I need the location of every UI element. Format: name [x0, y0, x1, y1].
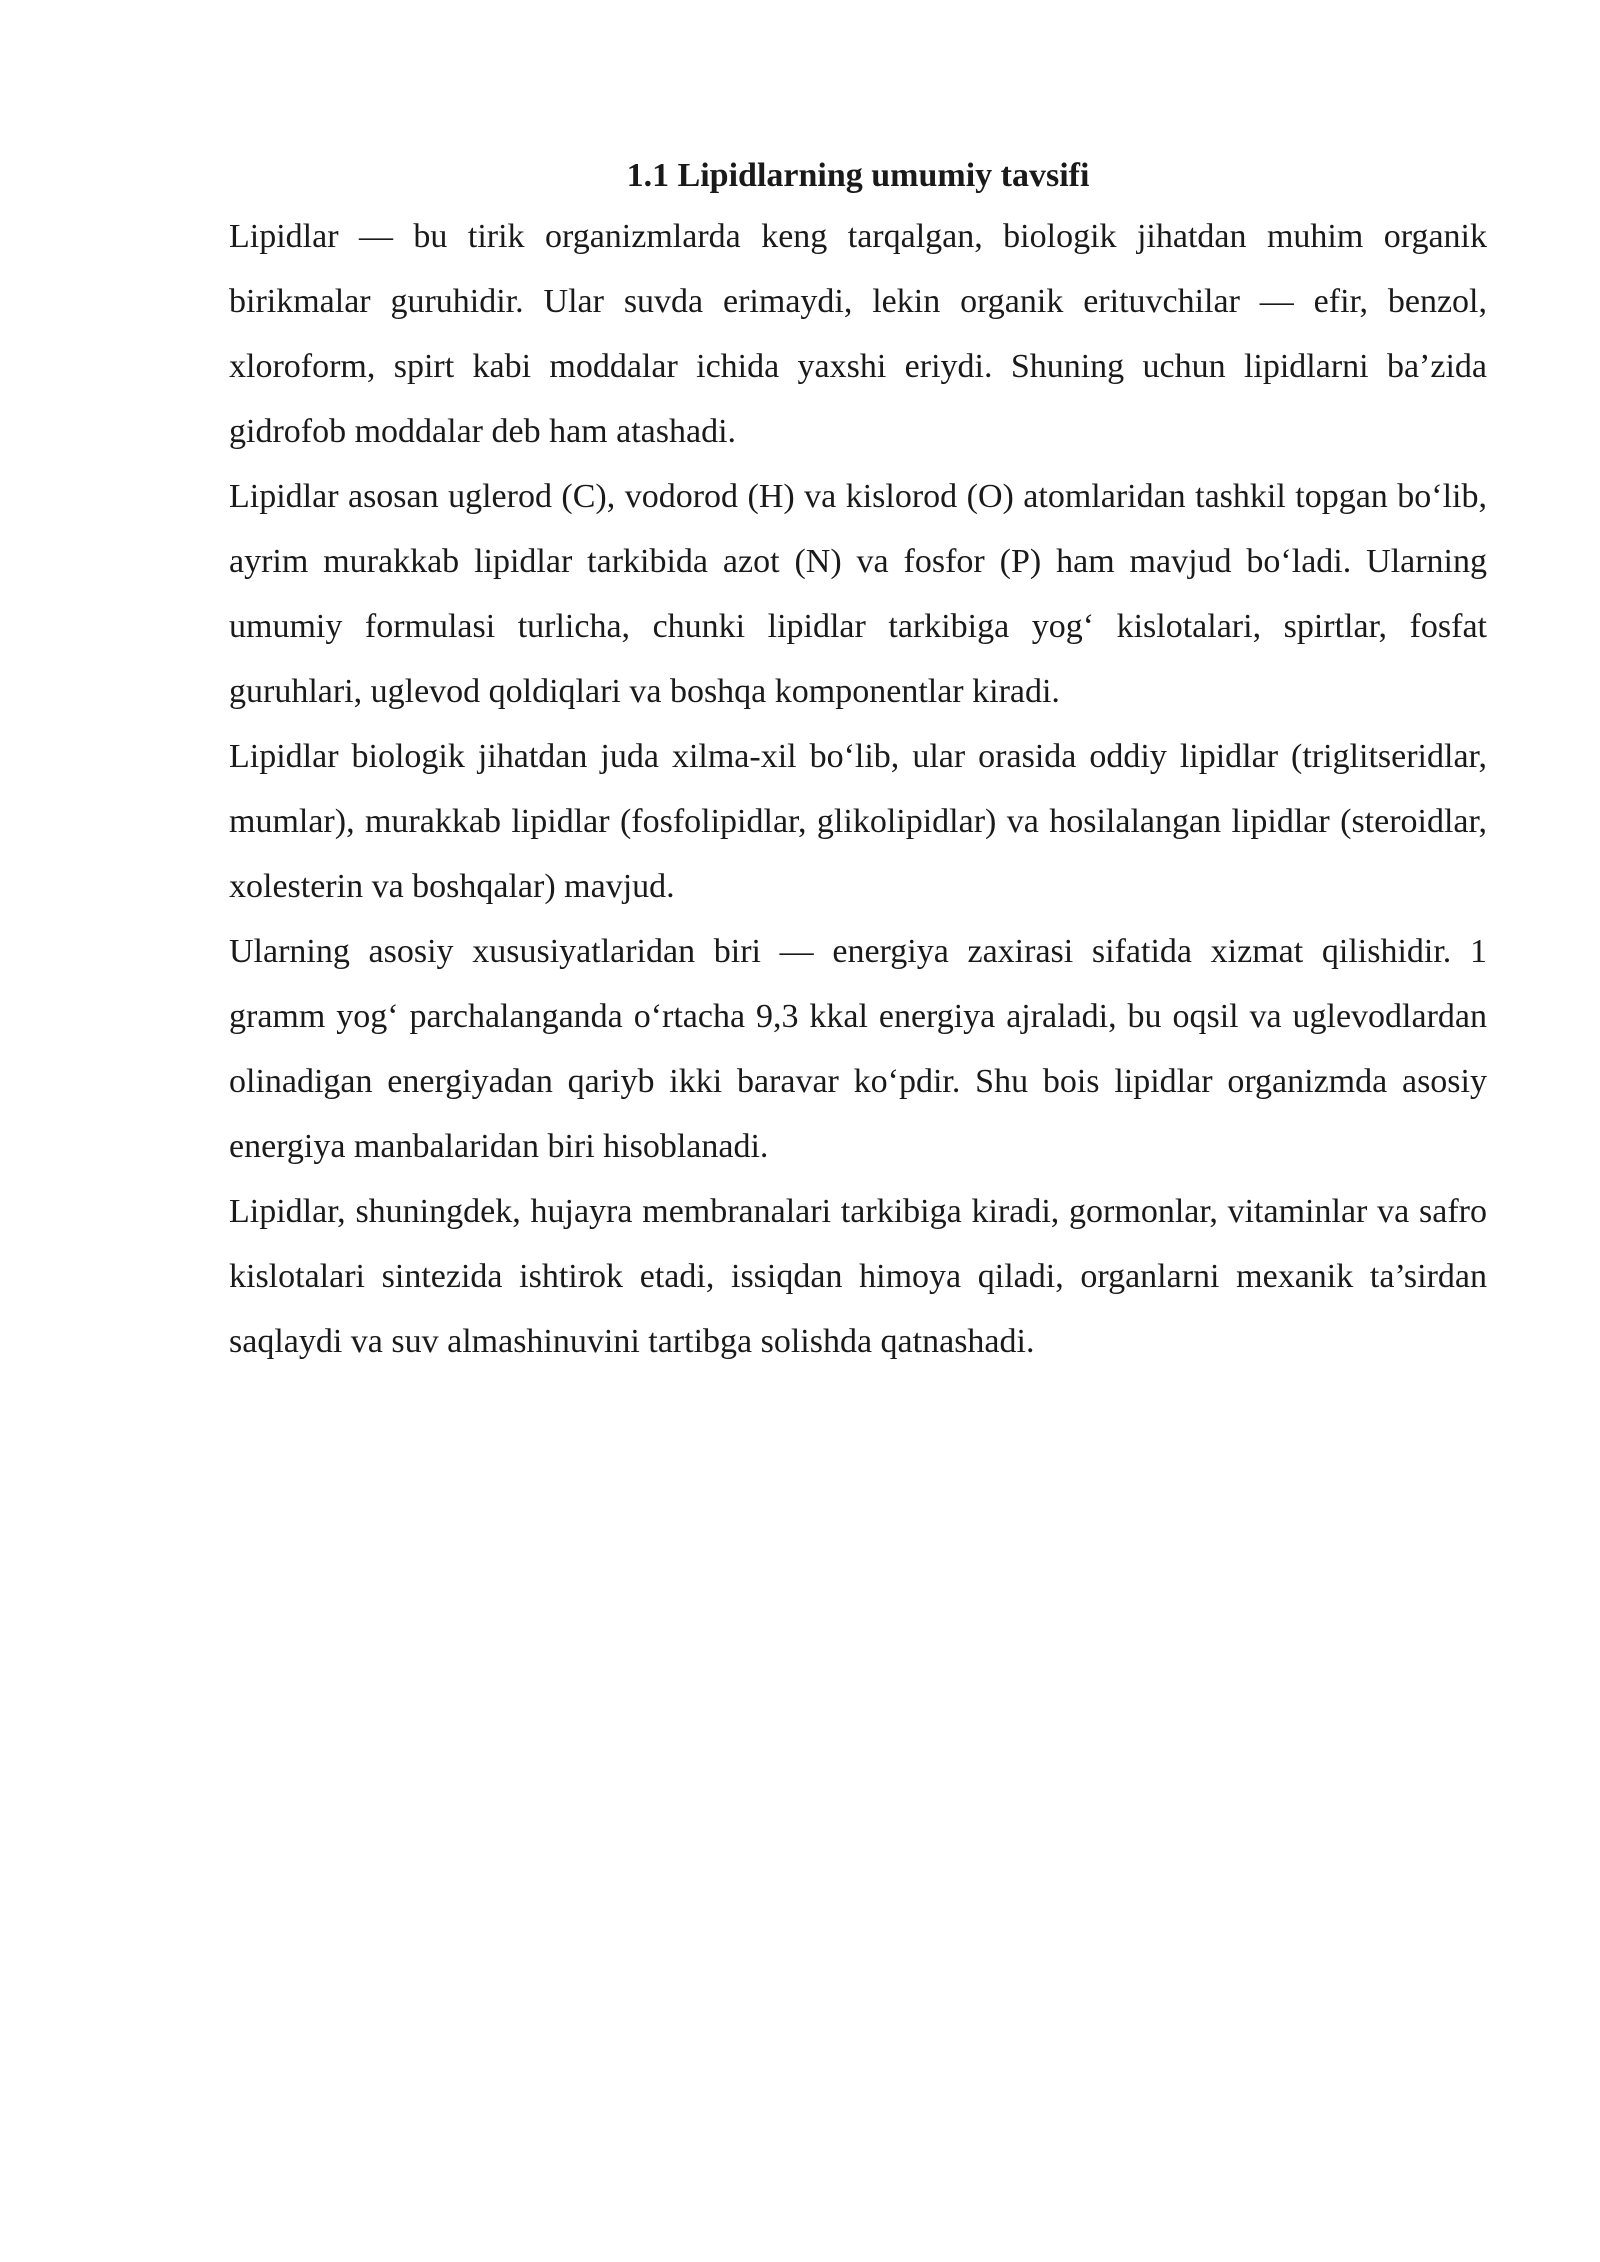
paragraph-definition: Lipidlar — bu tirik organizmlarda keng tarqalgan, biologik jihatdan muhim organik birikmalar guruhidir. Ular suvda erimaydi, lekin organik erituvchilar — efir, benzol, xloroform, spirt kabi moddalar ichida yaxshi eriydi. Shuning uchun lipidlarni ba’zida gidrofob moddalar deb ham atashadi. — [229, 218, 1487, 450]
paragraph-classification: Lipidlar biologik jihatdan juda xilma-xil bo‘lib, ular orasida oddiy lipidlar (triglitseridlar, mumlar), murakkab lipidlar (fosfolipidlar, glikolipidlar) va hosilalangan lipidlar (steroidlar, xolesterin va boshqalar) mavjud. — [229, 738, 1487, 905]
paragraph-functions: Lipidlar, shuningdek, hujayra membranalari tarkibiga kiradi, gormonlar, vitaminlar va safro kislotalari sintezida ishtirok etadi, issiqdan himoya qiladi, organlarni mexanik ta’sirdan saqlaydi va suv almashinuvini tartibga solishda qatnashadi. — [229, 1193, 1487, 1360]
section-heading: 1.1 Lipidlarning umumiy tavsifi — [626, 157, 1090, 194]
paragraph-energy: Ularning asosiy xususiyatlaridan biri — energiya zaxirasi sifatida xizmat qilishidir. 1 gramm yog‘ parchalanganda o‘rtacha 9,3 kkal energiya ajraladi, bu oqsil va uglevodlardan olinadigan energiyadan qariyb ikki baravar ko‘pdir. Shu bois lipidlar organizmda asosiy energiya manbalaridan biri hisoblanadi. — [229, 933, 1487, 1165]
paragraph-composition: Lipidlar asosan uglerod (C), vodorod (H) va kislorod (O) atomlaridan tashkil topgan bo‘lib, ayrim murakkab lipidlar tarkibida azot (N) va fosfor (P) ham mavjud bo‘ladi. Ularning umumiy formulasi turlicha, chunki lipidlar tarkibiga yog‘ kislotalari, spirtlar, fosfat guruhlari, uglevod qoldiqlari va boshqa komponentlar kiradi. — [229, 478, 1487, 710]
document-body — [229, 148, 1487, 1374]
